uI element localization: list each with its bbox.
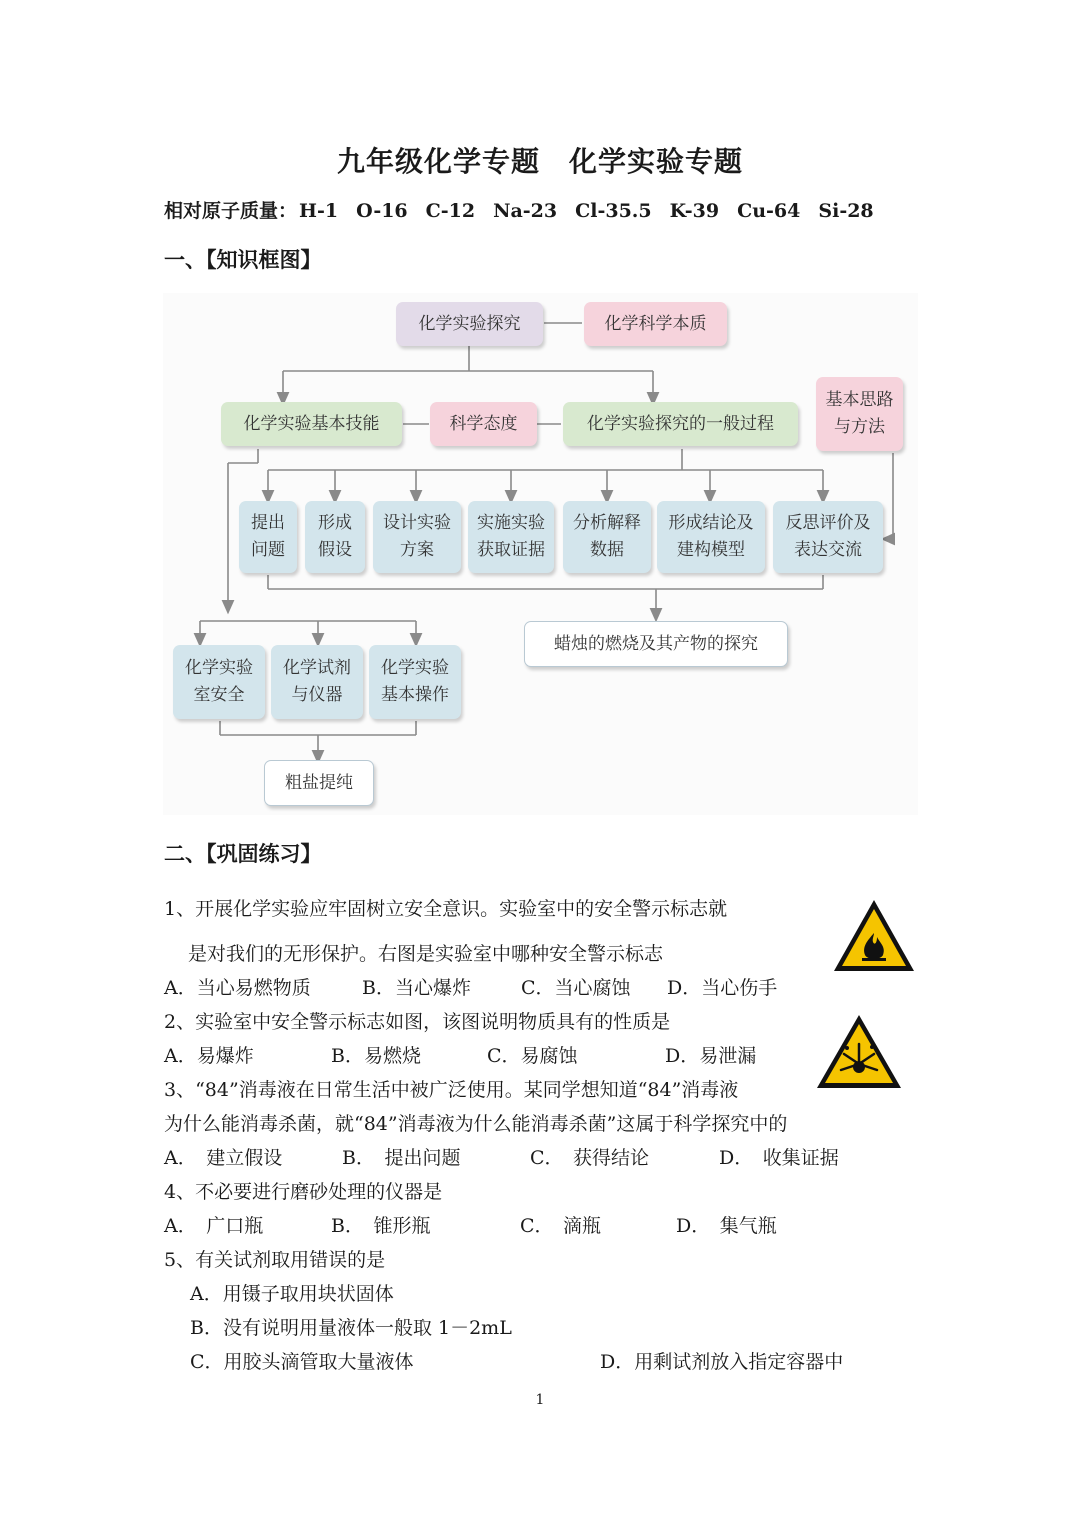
step-analyze-data: 分析解释数据 (563, 501, 651, 573)
option-d: D．用剩试剂放入指定容器中 (600, 1351, 844, 1373)
option-d: D．当心伤手 (667, 977, 778, 999)
step-conduct-experiment: 实施实验获取证据 (468, 501, 554, 573)
option-b: B．易燃烧 (331, 1045, 421, 1067)
node-basic-skills: 化学实验基本技能 (221, 402, 402, 446)
node-inquiry-process: 化学实验探究的一般过程 (563, 402, 798, 446)
option-b: B． 锥形瓶 (331, 1215, 431, 1237)
explosive-warning-icon (814, 1012, 904, 1092)
question-3-options (164, 1144, 884, 1172)
node-candle-inquiry: 蜡烛的燃烧及其产物的探究 (524, 621, 788, 667)
option-a: A． 建立假设 (164, 1147, 283, 1169)
question-3-line2: 为什么能消毒杀菌，就“84”消毒液为什么能消毒杀菌”这属于科学探究中的 (164, 1113, 788, 1135)
option-b: B． 提出问题 (342, 1147, 461, 1169)
node-lab-safety: 化学实验室安全 (173, 645, 265, 719)
option-a: A． 广口瓶 (164, 1215, 264, 1237)
node-chem-nature: 化学科学本质 (584, 302, 727, 346)
question-2-options (164, 1042, 804, 1070)
option-d: D． 集气瓶 (676, 1215, 777, 1237)
atomic-mass-item: O-16 (356, 200, 408, 222)
step-hypothesis: 形成假设 (305, 501, 365, 573)
atomic-mass-item: Na-23 (493, 200, 558, 222)
question-1-line2: 是对我们的无形保护。右图是实验室中哪种安全警示标志 (188, 943, 664, 965)
question-5-line1: 5、有关试剂取用错误的是 (164, 1249, 386, 1271)
atomic-mass-item: Si-28 (818, 200, 874, 222)
option-d: D．易泄漏 (665, 1045, 757, 1067)
step-reflect-communicate: 反思评价及表达交流 (773, 501, 883, 573)
question-2-line1: 2、实验室中安全警示标志如图，该图说明物质具有的性质是 (164, 1011, 671, 1033)
option-b: B．没有说明用量液体一般取 1－2mL (190, 1317, 512, 1339)
step-design-experiment: 设计实验方案 (373, 501, 461, 573)
knowledge-diagram (163, 293, 918, 815)
option-c: C． 滴瓶 (520, 1215, 602, 1237)
atomic-mass-item: Cu-64 (737, 200, 801, 222)
node-reagents-instruments: 化学试剂与仪器 (271, 645, 363, 719)
node-chem-inquiry: 化学实验探究 (396, 302, 543, 346)
flammable-warning-icon (831, 897, 917, 975)
page-title: 九年级化学专题 化学实验专题 (336, 145, 743, 178)
node-salt-purification: 粗盐提纯 (264, 760, 374, 806)
node-methods: 基本思路与方法 (816, 377, 903, 451)
option-c: C． 获得结论 (530, 1147, 650, 1169)
option-c: C．易腐蚀 (487, 1045, 578, 1067)
option-c: C．当心腐蚀 (521, 977, 631, 999)
question-1-line1: 1、开展化学实验应牢固树立安全意识。实验室中的安全警示标志就 (164, 898, 728, 920)
section-heading-knowledge: 一、【知识框图】 (164, 247, 322, 272)
option-a: A．当心易燃物质 (164, 977, 311, 999)
option-a: A．易爆炸 (164, 1045, 254, 1067)
atomic-mass-item: C-12 (425, 200, 476, 222)
page-number: 1 (535, 1392, 545, 1408)
node-basic-operations: 化学实验基本操作 (369, 645, 461, 719)
section-heading-practice: 二、【巩固练习】 (164, 841, 322, 866)
question-1-options (164, 974, 824, 1002)
option-c: C．用胶头滴管取大量液体 (190, 1351, 414, 1373)
atomic-mass-item: H-1 (299, 200, 339, 222)
step-raise-question: 提出问题 (239, 501, 297, 573)
option-b: B．当心爆炸 (362, 977, 471, 999)
atomic-masses (164, 196, 892, 223)
question-3-line1: 3、“84”消毒液在日常生活中被广泛使用。某同学想知道“84”消毒液 (164, 1079, 739, 1101)
node-science-attitude: 科学态度 (430, 402, 537, 446)
option-d: D． 收集证据 (719, 1147, 839, 1169)
atomic-mass-item: Cl-35.5 (575, 200, 652, 222)
atomic-masses-label: 相对原子质量： (164, 200, 298, 222)
atomic-mass-item: K-39 (669, 200, 720, 222)
question-4-options (164, 1212, 824, 1240)
option-a: A．用镊子取用块状固体 (190, 1283, 394, 1305)
question-4-line1: 4、不必要进行磨砂处理的仪器是 (164, 1181, 443, 1203)
step-conclusion-model: 形成结论及建构模型 (657, 501, 765, 573)
